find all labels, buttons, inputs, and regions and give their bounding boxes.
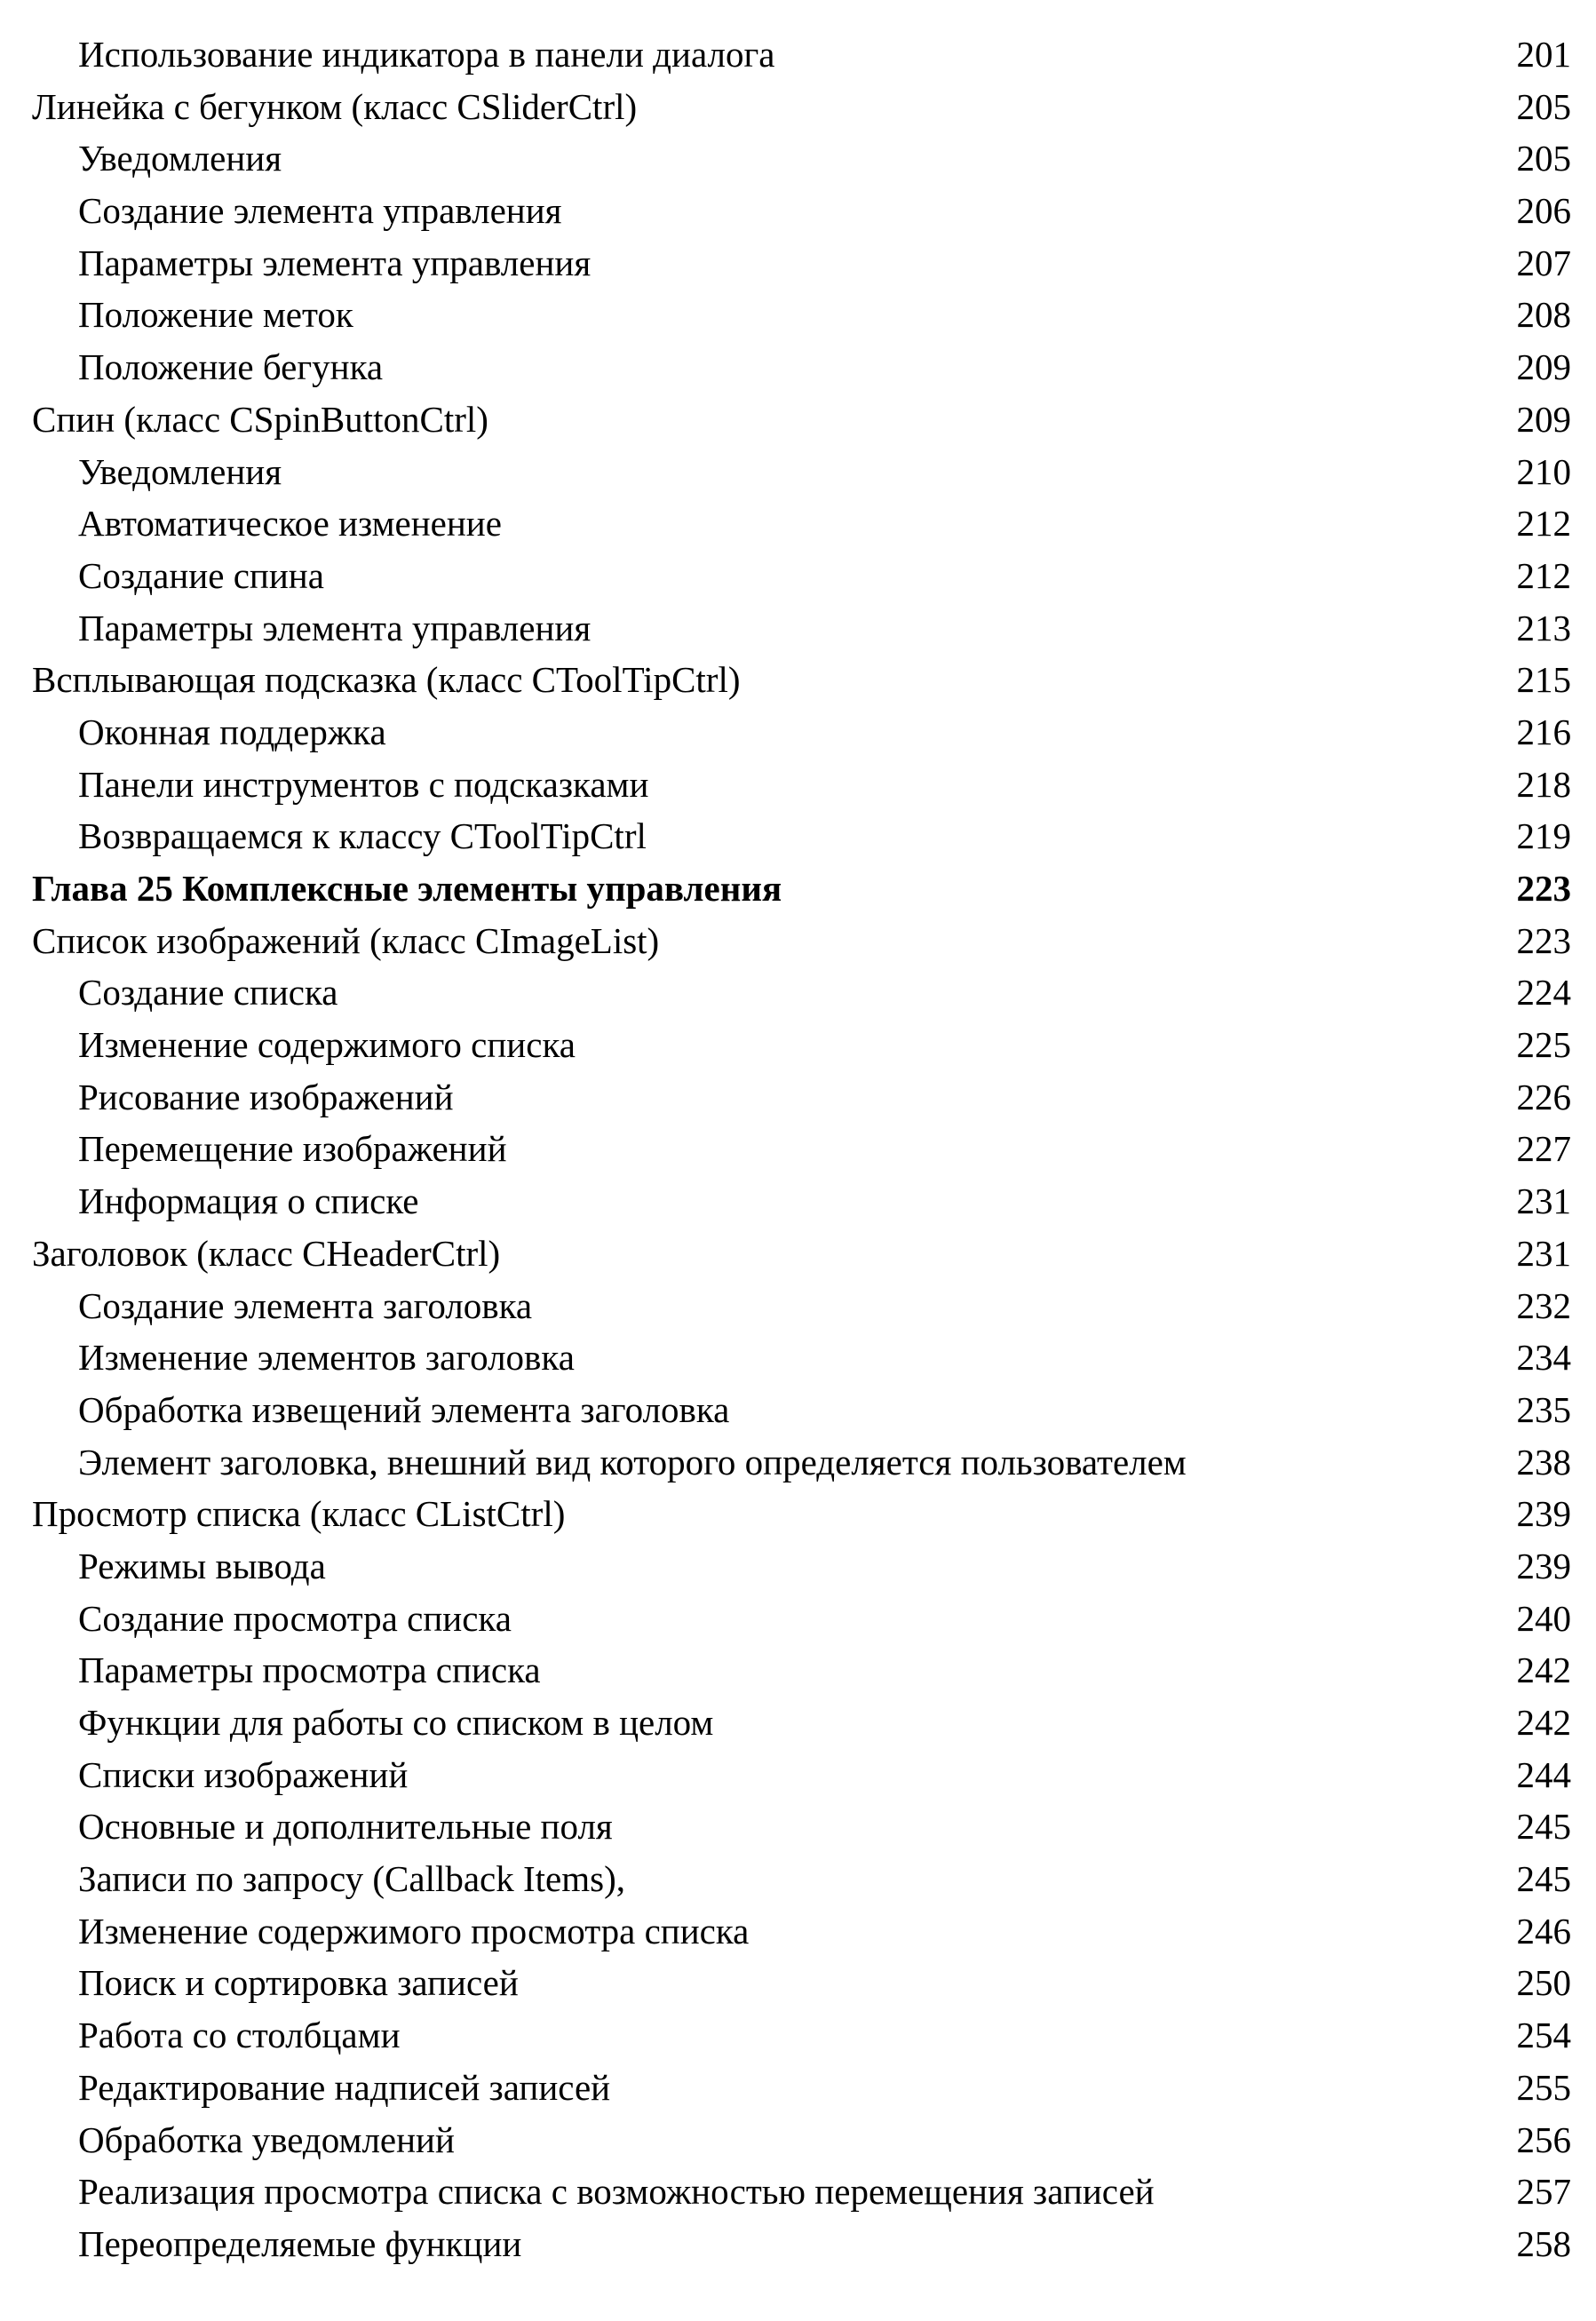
toc-entry-page-number: 208 bbox=[1516, 294, 1571, 336]
toc-entry-page-number: 239 bbox=[1516, 1493, 1571, 1535]
toc-subsection bbox=[32, 1905, 1571, 1958]
toc-entry-page-number: 258 bbox=[1516, 2222, 1571, 2264]
toc-entry-page-number: 242 bbox=[1516, 1702, 1571, 1743]
toc-entry-page-number: 246 bbox=[1516, 1910, 1571, 1951]
toc-section bbox=[32, 81, 1571, 133]
toc-entry-page-number: 206 bbox=[1516, 190, 1571, 232]
toc-subsection bbox=[32, 1175, 1571, 1228]
toc-entry-title: Создание просмотра списка bbox=[78, 1597, 512, 1639]
toc-subsection bbox=[32, 28, 1571, 81]
toc-entry-page-number: 232 bbox=[1516, 1284, 1571, 1326]
toc-entry-title: Перемещение изображений bbox=[78, 1128, 507, 1170]
toc-entry-page-number: 239 bbox=[1516, 1545, 1571, 1586]
toc-subsection bbox=[32, 1123, 1571, 1175]
toc-entry-title: Редактирование надписей записей bbox=[78, 2066, 611, 2108]
toc-subsection bbox=[32, 1957, 1571, 2009]
toc-entry-title: Список изображений (класс CImageList) bbox=[32, 919, 660, 961]
toc-subsection bbox=[32, 185, 1571, 237]
toc-entry-title: Функции для работы со списком в целом bbox=[78, 1702, 714, 1743]
toc-entry-page-number: 240 bbox=[1516, 1597, 1571, 1639]
toc-entry-page-number: 201 bbox=[1516, 34, 1571, 75]
toc-section bbox=[32, 1228, 1571, 1280]
toc-entry-title: Обработка извещений элемента заголовка bbox=[78, 1388, 730, 1430]
toc-subsection bbox=[32, 2166, 1571, 2218]
toc-subsection bbox=[32, 2218, 1571, 2270]
toc-subsection bbox=[32, 1749, 1571, 1801]
toc-entry-title: Просмотр списка (класс CListCtrl) bbox=[32, 1493, 566, 1535]
toc-entry-title: Работа со столбцами bbox=[78, 2015, 401, 2056]
toc-entry-title: Основные и дополнительные поля bbox=[78, 1806, 613, 1848]
toc-subsection bbox=[32, 1331, 1571, 1384]
toc-entry-page-number: 209 bbox=[1516, 346, 1571, 388]
toc-entry-title: Глава 25 Комплексные элементы управления bbox=[32, 868, 782, 909]
toc-entry-page-number: 250 bbox=[1516, 1962, 1571, 2004]
toc-entry-title: Параметры элемента управления bbox=[78, 607, 592, 648]
toc-entry-title: Возвращаемся к классу CToolTipCtrl bbox=[78, 815, 647, 857]
toc-entry-page-number: 218 bbox=[1516, 763, 1571, 805]
toc-entry-title: Заголовок (класс CHeaderCtrl) bbox=[32, 1232, 501, 1274]
toc-entry-page-number: 205 bbox=[1516, 138, 1571, 179]
toc-entry-title: Использование индикатора в панели диалога bbox=[78, 34, 775, 75]
toc-subsection bbox=[32, 2114, 1571, 2166]
toc-entry-page-number: 224 bbox=[1516, 972, 1571, 1013]
toc-entry-page-number: 223 bbox=[1516, 919, 1571, 961]
toc-subsection bbox=[32, 602, 1571, 655]
toc-subsection bbox=[32, 810, 1571, 862]
toc-subsection bbox=[32, 341, 1571, 393]
toc-entry-title: Создание списка bbox=[78, 972, 338, 1013]
toc-entry-title: Параметры элемента управления bbox=[78, 242, 592, 283]
toc-entry-title: Переопределяемые функции bbox=[78, 2222, 522, 2264]
toc-entry-title: Уведомления bbox=[78, 138, 282, 179]
toc-entry-page-number: 209 bbox=[1516, 398, 1571, 440]
toc-entry-title: Реализация просмотра списка с возможностью перемещения записей bbox=[78, 2171, 1155, 2213]
chapter-heading bbox=[32, 862, 1571, 915]
toc-entry-title: Линейка с бегунком (класс CSliderCtrl) bbox=[32, 85, 638, 127]
toc-subsection bbox=[32, 759, 1571, 811]
toc-entry-page-number: 231 bbox=[1516, 1180, 1571, 1222]
toc-entry-page-number: 238 bbox=[1516, 1441, 1571, 1482]
toc-subsection bbox=[32, 1853, 1571, 1905]
toc-entry-title: Информация о списке bbox=[78, 1180, 419, 1222]
toc-entry-title: Рисование изображений bbox=[78, 1076, 454, 1117]
toc-subsection bbox=[32, 497, 1571, 550]
toc-subsection bbox=[32, 1800, 1571, 1853]
toc-subsection bbox=[32, 550, 1571, 602]
toc-entry-title: Положение меток bbox=[78, 294, 353, 336]
toc-entry-page-number: 227 bbox=[1516, 1128, 1571, 1170]
toc-subsection bbox=[32, 1019, 1571, 1071]
toc-entry-page-number: 245 bbox=[1516, 1806, 1571, 1848]
toc-entry-page-number: 254 bbox=[1516, 2015, 1571, 2056]
toc-entry-page-number: 210 bbox=[1516, 450, 1571, 492]
toc-subsection bbox=[32, 706, 1571, 759]
toc-entry-page-number: 256 bbox=[1516, 2118, 1571, 2160]
toc-entry-page-number: 215 bbox=[1516, 659, 1571, 701]
toc-entry-title: Режимы вывода bbox=[78, 1545, 326, 1586]
toc-subsection bbox=[32, 1644, 1571, 1697]
toc-entry-page-number: 207 bbox=[1516, 242, 1571, 283]
toc-entry-title: Параметры просмотра списка bbox=[78, 1649, 541, 1691]
toc-entry-page-number: 212 bbox=[1516, 503, 1571, 544]
toc-subsection bbox=[32, 237, 1571, 290]
toc-entry-page-number: 205 bbox=[1516, 85, 1571, 127]
toc-entry-page-number: 234 bbox=[1516, 1337, 1571, 1379]
toc-entry-page-number: 235 bbox=[1516, 1388, 1571, 1430]
toc-subsection bbox=[32, 2009, 1571, 2062]
toc-entry-title: Создание элемента заголовка bbox=[78, 1284, 533, 1326]
toc-section bbox=[32, 393, 1571, 446]
toc-entry-page-number: 225 bbox=[1516, 1024, 1571, 1066]
toc-subsection bbox=[32, 1384, 1571, 1436]
toc-entry-page-number: 212 bbox=[1516, 554, 1571, 596]
toc-entry-page-number: 244 bbox=[1516, 1753, 1571, 1795]
toc-entry-page-number: 255 bbox=[1516, 2066, 1571, 2108]
toc-subsection bbox=[32, 1071, 1571, 1124]
toc-subsection bbox=[32, 1436, 1571, 1489]
toc-entry-page-number: 242 bbox=[1516, 1649, 1571, 1691]
toc-entry-title: Уведомления bbox=[78, 450, 282, 492]
toc-entry-page-number: 216 bbox=[1516, 711, 1571, 752]
toc-section bbox=[32, 654, 1571, 706]
toc-entry-title: Обработка уведомлений bbox=[78, 2118, 455, 2160]
toc-entry-title: Панели инструментов с подсказками bbox=[78, 763, 649, 805]
toc-subsection bbox=[32, 446, 1571, 498]
toc-entry-title: Оконная поддержка bbox=[78, 711, 386, 752]
toc-entry-title: Списки изображений bbox=[78, 1753, 409, 1795]
toc-entry-page-number: 231 bbox=[1516, 1232, 1571, 1274]
toc-entry-page-number: 219 bbox=[1516, 815, 1571, 857]
toc-entry-title: Всплывающая подсказка (класс CToolTipCtrl) bbox=[32, 659, 741, 701]
toc-section bbox=[32, 1488, 1571, 1540]
toc-subsection bbox=[32, 132, 1571, 185]
toc-entry-title: Элемент заголовка, внешний вид которого определяется пользователем bbox=[78, 1441, 1187, 1482]
toc-subsection bbox=[32, 1697, 1571, 1749]
toc-entry-title: Изменение содержимого просмотра списка bbox=[78, 1910, 750, 1951]
toc-subsection bbox=[32, 1280, 1571, 1332]
toc-entry-page-number: 245 bbox=[1516, 1858, 1571, 1900]
toc-entry-page-number: 226 bbox=[1516, 1076, 1571, 1117]
toc-entry-title: Создание элемента управления bbox=[78, 190, 562, 232]
toc-subsection bbox=[32, 1540, 1571, 1593]
toc-entry-title: Автоматическое изменение bbox=[78, 503, 502, 544]
toc-subsection bbox=[32, 2062, 1571, 2114]
table-of-contents bbox=[32, 28, 1571, 2270]
toc-entry-page-number: 213 bbox=[1516, 607, 1571, 648]
toc-entry-title: Записи по запросу (Callback Items), bbox=[78, 1858, 626, 1900]
toc-subsection bbox=[32, 289, 1571, 341]
toc-entry-title: Создание спина bbox=[78, 554, 324, 596]
toc-entry-title: Изменение содержимого списка bbox=[78, 1024, 576, 1066]
toc-subsection bbox=[32, 1593, 1571, 1645]
toc-entry-title: Спин (класс CSpinButtonCtrl) bbox=[32, 398, 488, 440]
toc-subsection bbox=[32, 966, 1571, 1019]
toc-entry-page-number: 223 bbox=[1516, 868, 1571, 909]
toc-entry-title: Поиск и сортировка записей bbox=[78, 1962, 519, 2004]
toc-entry-title: Изменение элементов заголовка bbox=[78, 1337, 575, 1379]
toc-section bbox=[32, 915, 1571, 967]
toc-entry-page-number: 257 bbox=[1516, 2171, 1571, 2213]
toc-entry-title: Положение бегунка bbox=[78, 346, 384, 388]
